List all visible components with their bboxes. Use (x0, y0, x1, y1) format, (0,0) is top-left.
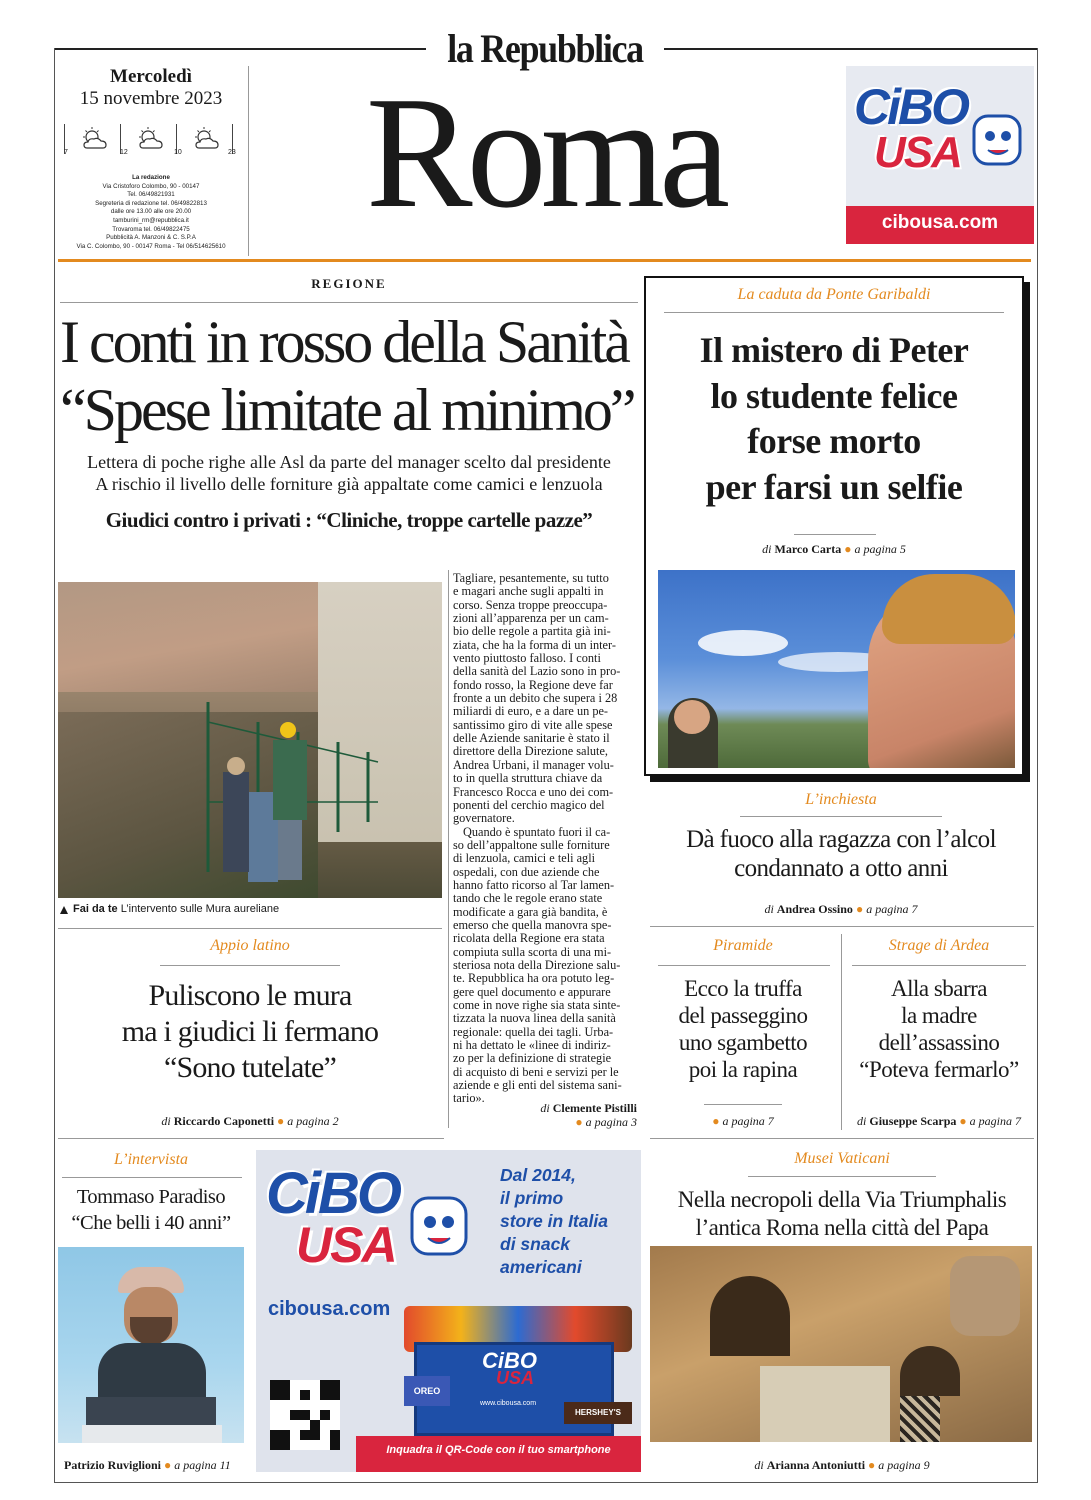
ad-cta[interactable]: Inquadra il QR-Code con il tuo smartphone (386, 1444, 611, 1456)
photo-peter-selfie (658, 570, 1015, 768)
byline-intervista[interactable]: Patrizio Ruviglioni ● a pagina 11 (64, 1458, 231, 1472)
kicker-inchiesta: L’inchiesta (805, 791, 877, 808)
temp-label: 10 (174, 149, 182, 156)
kicker-piramide: Piramide (713, 937, 773, 954)
ad-logo-bottom: USA (874, 128, 961, 177)
byline-musei[interactable]: di Arianna Antoniutti ● a pagina 9 (754, 1458, 930, 1472)
main-page-ref[interactable]: ● a pagina 3 (575, 1115, 637, 1129)
photo-caption (73, 903, 279, 915)
divider (650, 926, 1034, 927)
frame-bottom (54, 1482, 1038, 1483)
dateline-divider (248, 66, 249, 256)
ad-logo-top: CiBO (266, 1161, 399, 1226)
paper-name[interactable]: la Repubblica (447, 26, 643, 71)
main-subhead[interactable]: Giudici contro i privati : “Cliniche, troppe cartelle pazze” (105, 508, 593, 532)
partly-cloudy-icon (190, 126, 224, 152)
section-rule (60, 302, 638, 303)
triangle-icon (59, 905, 69, 915)
kicker-rule (62, 1177, 242, 1178)
product-hersheys: HERSHEY'S (564, 1402, 632, 1424)
ad-url[interactable]: cibousa.com (268, 1298, 391, 1320)
redazione-info: La redazione Via Cristoforo Colombo, 90 - 00147 Tel. 06/49821931 Segreteria di redazione tel. 06/49822813 dalle ore 13.00 alle ore 20.00 tamburini_rm@repubblica.it Trovaroma tel. 06/49822475 Pubblicità A. Manzoni & C. S.P.A Via C. Colombo, 90 - 00147 Roma - Tel 06/514625610 (76, 174, 226, 250)
partly-cloudy-icon (78, 126, 112, 152)
photo-necropoli (650, 1246, 1032, 1442)
byline-peter[interactable]: di Marco Carta ● a pagina 5 (762, 542, 906, 556)
headline-ardea[interactable]: Alla sbarra la madre dell’assassino “Poteva fermarlo” (859, 976, 1019, 1082)
kicker-rule (748, 1176, 936, 1177)
kicker-ardea: Strage di Ardea (888, 937, 990, 954)
caption-text: L’intervento sulle Mura aureliane (120, 903, 280, 915)
masthead-orange-rule (58, 259, 1031, 262)
ad-url[interactable]: cibousa.com (881, 212, 999, 233)
kicker-rule (664, 312, 1004, 313)
issue-date: 15 novembre 2023 (79, 88, 223, 109)
temp-label: 12 (120, 149, 128, 156)
kicker-intervista: L’intervista (113, 1151, 189, 1168)
main-body-text: Tagliare, pesantemente, su tutto e magari anche sugli appalti in corso. Senza troppe preoccupa- zioni all’apparenza per un cam- bio delle regole a partita già ini- ziata, che ha la forma di un inter- vento piuttosto falloso. I conti della sanità del Lazio sono in pro- fondo rosso, la Regione deve far fronte a un debito che supera i 28 miliardi di euro, e a dare un pe- santissimo giro di vite alle spese delle Aziende sanitarie è stato il direttore della Direzione salute, Andrea Urbani, il manager volu- to in quella struttura chiave da Francesco Rocca e uno dei com- ponenti del cerchio magico del governatore. Quando è spuntato fuori il ca- so dell’appaltone sulle forniture di lenzuola, camici e teli agli ospedali, con due aziende che hanno fatto ricorso al Tar lamen- tando che le regole erano state modificate a gara già bandita, è emerso che quella manovra spe- ricolata della Regione era stata compiuta sulla scorta di una mi- steriosa nota della Direzione salu- te. Repubblica ha ora potuto leg- gere quel documento e appurare come in nove righe sia stata sinte- tizzata la nuova linea della sanità regionale: quella dei tagli. Urba- ni ha dettato le «linee di indiriz- zo per la definizione di strategie di acquisto di beni e servizi per le aziende e gli enti del sistema sani- tario». (453, 571, 622, 1106)
weekday: Mercoledì (110, 66, 192, 87)
kicker-rule (658, 965, 830, 966)
caption-label: Fai da te (73, 903, 118, 915)
masthead-rule-right (664, 48, 1038, 50)
edition-title: Roma (365, 63, 725, 241)
byline-ardea[interactable]: di Giuseppe Scarpa ● a pagina 7 (857, 1114, 1021, 1128)
divider (58, 928, 442, 929)
ad-logo-top: CiBO (854, 79, 967, 135)
qr-code-icon[interactable] (270, 1380, 340, 1450)
main-headline-2[interactable]: “Spese limitate al minimo” (60, 377, 634, 443)
kicker-musei-vaticani: Musei Vaticani (794, 1150, 890, 1167)
weather-strip (64, 122, 244, 158)
ad-snack-box (404, 1306, 632, 1436)
masthead-rule-left (54, 48, 426, 50)
frame-right (1037, 48, 1038, 1483)
main-headline-1[interactable]: I conti in rosso della Sanità (60, 309, 628, 375)
top-advertisement[interactable] (846, 66, 1034, 244)
marshmallow-mascot-icon (968, 102, 1028, 172)
headline-musei[interactable]: Nella necropoli della Via Triumphalis l’antica Roma nella città del Papa (677, 1187, 1007, 1240)
headline-peter[interactable]: Il mistero di Peter lo studente felice forse morto per farsi un selfie (699, 330, 969, 507)
section-label: REGIONE (311, 276, 387, 291)
byline-mura[interactable]: di Riccardo Caponetti ● a pagina 2 (161, 1114, 339, 1128)
headline-piramide[interactable]: Ecco la truffa del passeggino uno sgambetto poi la rapina (678, 976, 808, 1082)
short-rule (704, 1104, 782, 1105)
kicker-rule (852, 965, 1026, 966)
photo-tommaso-paradiso (58, 1247, 244, 1443)
ad-logo-bottom: USA (296, 1217, 396, 1273)
box-url: www.cibousa.com (480, 1400, 537, 1407)
headline-mura[interactable]: Puliscono le mura ma i giudici li fermano “Sono tutelate” (121, 979, 379, 1084)
photo-mura-aureliane (58, 582, 442, 898)
body-column-rule (448, 570, 449, 1128)
headline-intervista[interactable]: Tommaso Paradiso “Che belli i 40 anni” (71, 1186, 231, 1234)
marshmallow-mascot-icon (404, 1184, 476, 1264)
byline-piramide[interactable]: ● a pagina 7 (712, 1114, 774, 1128)
temp-label: 7 (64, 149, 68, 156)
bottom-advertisement[interactable] (256, 1150, 641, 1472)
box-logo-bottom: USA (496, 1368, 535, 1388)
kicker-rule (740, 816, 942, 817)
main-deck-2: A rischio il livello delle forniture già appaltate come camici e lenzuola (95, 474, 603, 494)
kicker-rule (160, 965, 340, 966)
product-oreo: OREO (404, 1376, 450, 1406)
byline-inchiesta[interactable]: di Andrea Ossino ● a pagina 7 (764, 902, 918, 916)
frame-left (54, 48, 55, 1483)
main-deck-1: Lettera di poche righe alle Asl da parte del manager scelto dal presidente (87, 452, 611, 472)
partly-cloudy-icon (134, 126, 168, 152)
kicker-appio-latino: Appio latino (210, 937, 290, 954)
short-rule (794, 534, 876, 535)
temp-label: 23 (228, 149, 236, 156)
divider (650, 1138, 1034, 1139)
headline-inchiesta[interactable]: Dà fuoco alla ragazza con l’alcol condannato a otto anni (686, 826, 996, 882)
main-byline[interactable]: di Clemente Pistilli (540, 1101, 637, 1115)
box-logo-top: CiBO (482, 1348, 537, 1373)
kicker-ponte-garibaldi: La caduta da Ponte Garibaldi (737, 286, 931, 303)
divider (58, 1138, 444, 1139)
ad-tagline: Dal 2014, il primo store in Italia di snack americani (500, 1165, 608, 1277)
